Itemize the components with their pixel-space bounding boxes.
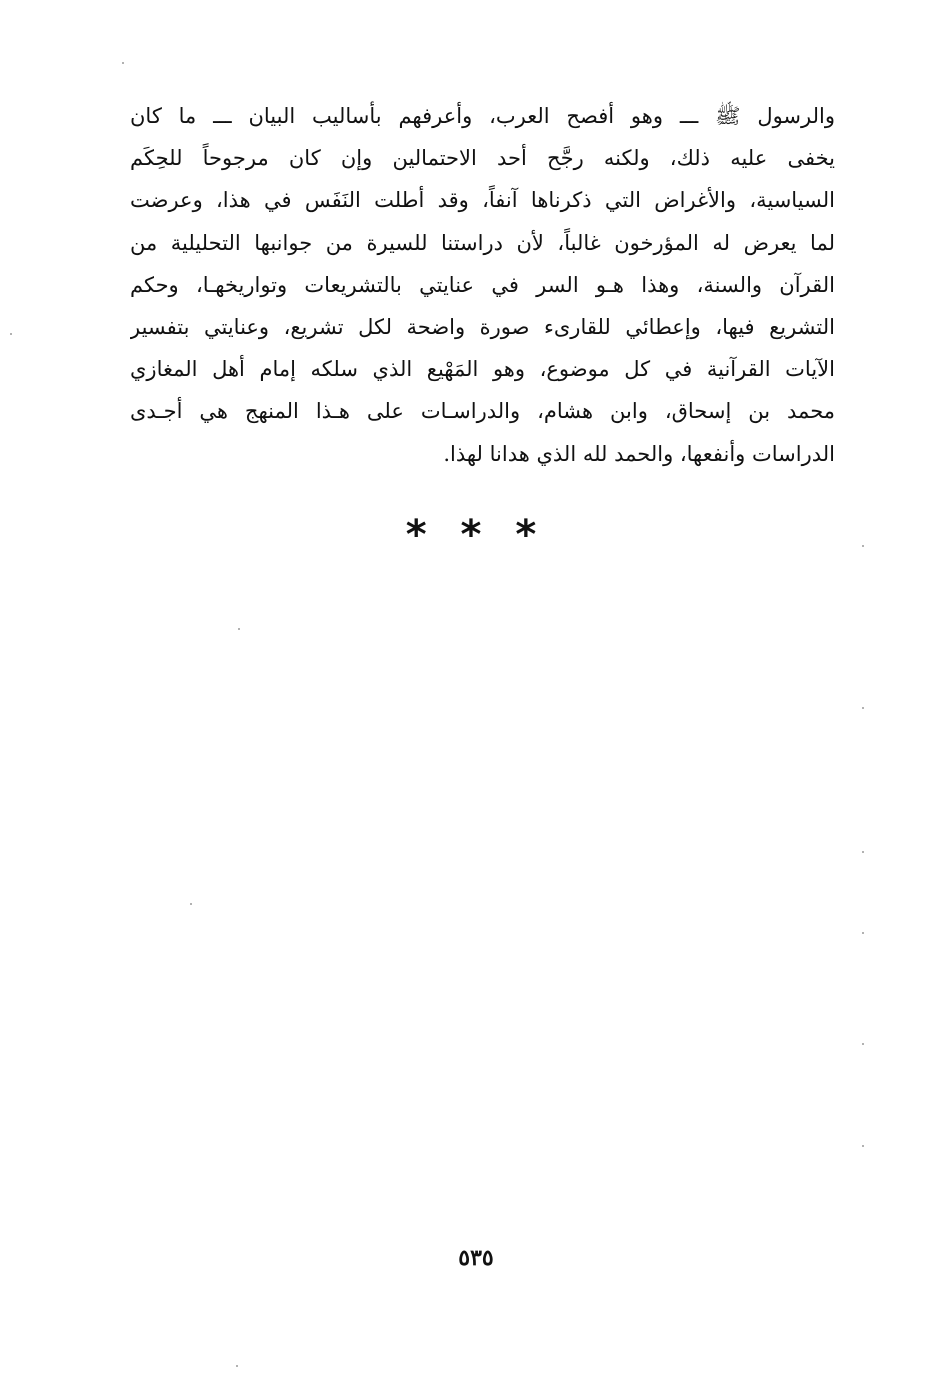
scan-speck [236, 1365, 238, 1367]
text-line-9: الدراسات وأنفعها، والحمد لله الذي هدانا لهذا. [443, 441, 835, 466]
text-line-6: التشريع فيها، وإعطائي للقارىء صورة واضحة لكل تشريع، وعنايتي بتفسير [130, 314, 835, 339]
body-paragraph [130, 95, 835, 475]
page-number: ٥٣٥ [458, 1245, 494, 1271]
scan-speck [862, 932, 864, 934]
scan-speck [122, 62, 124, 64]
text-line-4: لما يعرض له المؤرخون غالباً، لأن دراستنا للسيرة من جوانبها التحليلية من [130, 230, 835, 255]
text-line-5: القرآن والسنة، وهذا هـو السر في عنايتي بالتشريعات وتواريخهـا، وحكم [130, 272, 835, 297]
text-line-7: الآيات القرآنية في كل موضوع، وهو المَهْيع الذي سلكه إمام أهل المغازي [130, 357, 835, 382]
scan-speck [862, 545, 864, 547]
section-separator: * * * [405, 512, 547, 558]
scan-speck [10, 333, 12, 335]
scan-speck [862, 851, 864, 853]
scan-speck [190, 903, 192, 905]
text-line-8: محمد بن إسحاق، وابن هشام، والدراسـات على هـذا المنهج هي أجـدى [130, 399, 835, 424]
text-line-3: السياسية، والأغراض التي ذكرناها آنفاً، وقد أطلت النَفَس في هذا، وعرضت [130, 188, 835, 213]
scan-speck [862, 1145, 864, 1147]
scan-speck [862, 707, 864, 709]
scan-speck [862, 1043, 864, 1045]
scan-speck [238, 628, 240, 630]
text-line-1: والرسول ﷺ ـــ وهو أفصح العرب، وأعرفهم بأساليب البيان ـــ ما كان [130, 104, 835, 128]
text-line-2: يخفى عليه ذلك، ولكنه رجَّح أحد الاحتمالين وإن كان مرجوحاً للحِكَم [130, 146, 835, 171]
